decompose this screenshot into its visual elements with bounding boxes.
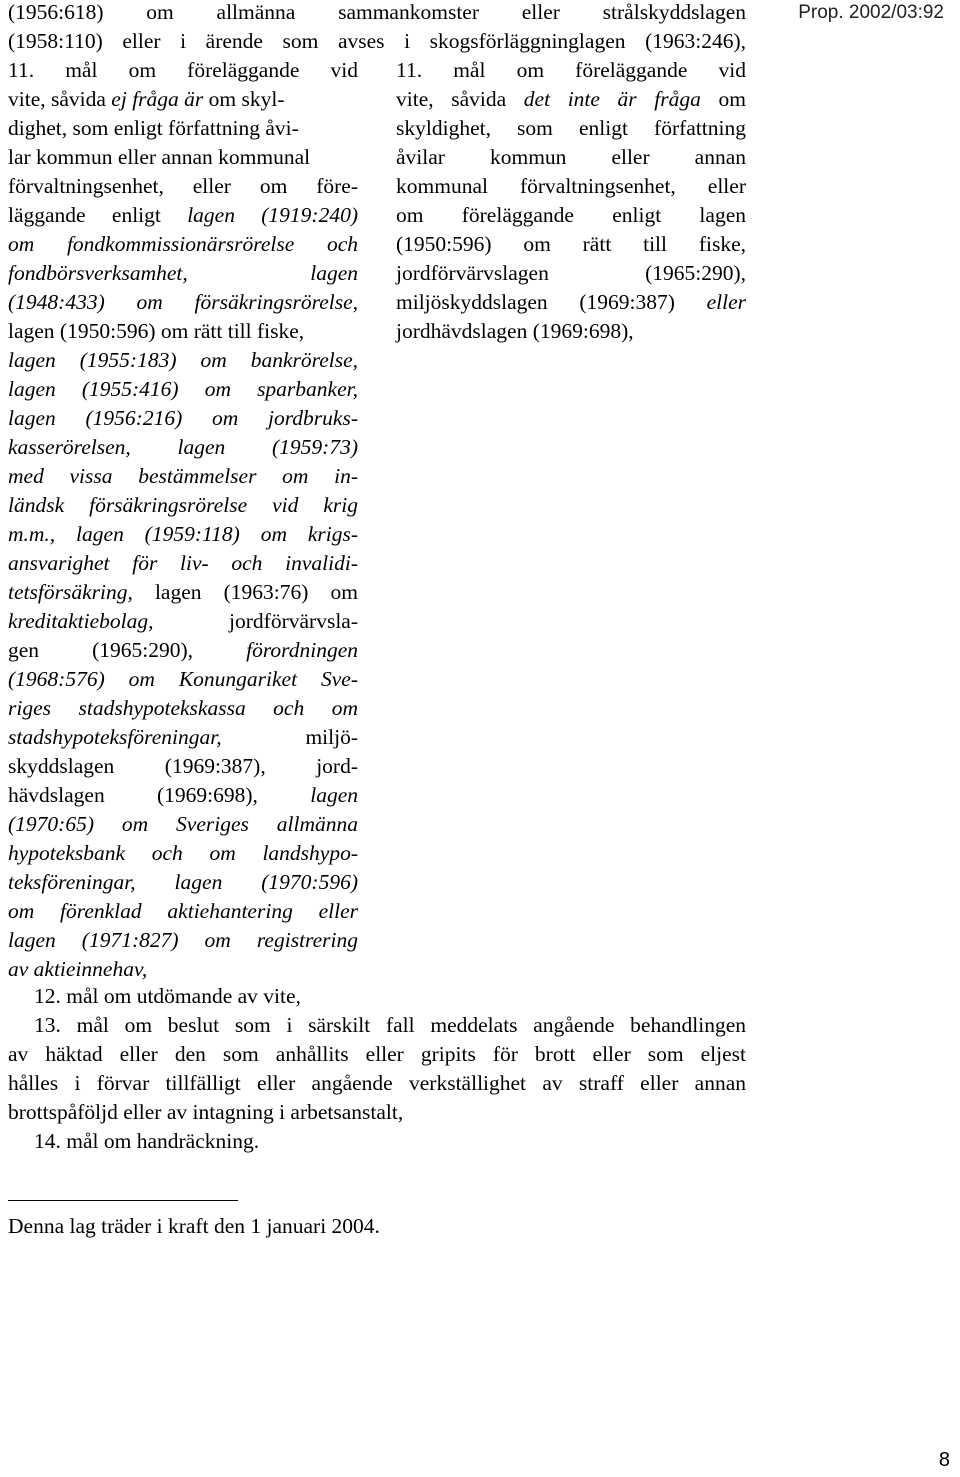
left-column-line bbox=[8, 56, 358, 85]
right-column-line bbox=[396, 317, 746, 346]
left-column-text-segment: lagen (1963:76) om bbox=[132, 580, 358, 604]
right-column-text-segment: om föreläggande enligt lagen bbox=[396, 203, 746, 227]
left-column-text-segment: kreditaktiebolag, bbox=[8, 609, 154, 633]
left-column-line bbox=[8, 375, 358, 404]
right-column-text-segment: eller bbox=[706, 290, 746, 314]
left-column-text-segment: om förenklad aktiehantering eller bbox=[8, 899, 358, 923]
left-column-text-segment: ej fråga är bbox=[111, 87, 204, 111]
item-13-line-2: av häktad eller den som anhållits eller gripits för brott eller som eljest bbox=[8, 1042, 746, 1066]
left-column-line bbox=[8, 578, 358, 607]
right-column-line bbox=[396, 85, 746, 114]
left-column-text-segment: lagen (1950:596) om rätt till fiske, bbox=[8, 319, 305, 343]
left-column-text-segment: lar kommun eller annan kommunal bbox=[8, 145, 311, 169]
left-column-line bbox=[8, 955, 358, 984]
left-column-text-segment: skyddslagen (1969:387), jord- bbox=[8, 754, 358, 778]
right-column-text-segment: åvilar kommun eller annan bbox=[396, 145, 746, 169]
left-column-line bbox=[8, 230, 358, 259]
right-column-text-segment: det inte är fråga bbox=[523, 87, 701, 111]
left-column-line bbox=[8, 288, 358, 317]
left-column-line bbox=[8, 114, 358, 143]
left-column-line bbox=[8, 868, 358, 897]
right-column-text-segment: vite, såvida bbox=[396, 87, 524, 111]
footnote-divider bbox=[8, 1200, 238, 1201]
left-column-text-segment: m.m., lagen (1959:118) om krigs- bbox=[8, 522, 358, 546]
item-13-line-3: hålles i förvar tillfälligt eller angående verkställighet av straff eller annan bbox=[8, 1071, 746, 1095]
right-column-line bbox=[396, 201, 746, 230]
left-column-text-segment: fondbörsverksamhet, lagen bbox=[8, 261, 358, 285]
left-column-text-segment: av aktieinnehav, bbox=[8, 957, 148, 981]
left-column-line bbox=[8, 317, 358, 346]
right-column-line bbox=[396, 288, 746, 317]
right-column-line bbox=[396, 172, 746, 201]
left-column-text-segment: gen (1965:290), bbox=[8, 638, 247, 662]
left-column-text-segment: (1968:576) om Konungariket Sve- bbox=[8, 667, 358, 691]
left-column-text-segment: hypoteksbank och om landshypo- bbox=[8, 841, 358, 865]
left-column-line bbox=[8, 172, 358, 201]
right-column-line bbox=[396, 114, 746, 143]
item-12: 12. mål om utdömande av vite, bbox=[34, 984, 301, 1008]
proposition-reference: Prop. 2002/03:92 bbox=[798, 2, 944, 23]
right-column-new-wording bbox=[396, 56, 746, 346]
left-column-line bbox=[8, 781, 358, 810]
left-column-line bbox=[8, 143, 358, 172]
intro-line-2: (1958:110) eller i ärende som avses i skogsförläggninglagen (1963:246), bbox=[8, 29, 746, 53]
left-column-text-segment: (1970:65) om Sveriges allmänna bbox=[8, 812, 358, 836]
left-column-text-segment: ländsk försäkringsrörelse vid krig bbox=[8, 493, 358, 517]
left-column-text-segment: lagen (1956:216) om jordbruks- bbox=[8, 406, 358, 430]
item-14: 14. mål om handräckning. bbox=[34, 1129, 260, 1153]
left-column-text-segment: 11. mål om föreläggande vid bbox=[8, 58, 358, 82]
left-column-text-segment: lagen (1955:183) om bankrörelse, bbox=[8, 348, 358, 372]
left-column-line bbox=[8, 665, 358, 694]
intro-line-1: (1956:618) om allmänna sammankomster eller strålskyddslagen bbox=[8, 0, 746, 24]
right-column-line bbox=[396, 259, 746, 288]
left-column-text-segment: förvaltningsenhet, eller om före- bbox=[8, 174, 358, 198]
left-column-text-segment: (1948:433) om försäkringsrörelse, bbox=[8, 290, 358, 314]
left-column-line bbox=[8, 85, 358, 114]
left-column-text-segment: förordningen bbox=[246, 638, 358, 662]
right-column-text-segment: jordförvärvslagen (1965:290), bbox=[396, 261, 746, 285]
left-column-text-segment: jordförvärvsla- bbox=[153, 609, 358, 633]
left-column-text-segment: läggande enligt bbox=[8, 203, 188, 227]
left-column-line bbox=[8, 636, 358, 665]
left-column-text-segment: ansvarighet för liv- och invalidi- bbox=[8, 551, 358, 575]
right-column-text-segment: (1950:596) om rätt till fiske, bbox=[396, 232, 746, 256]
left-column-text-segment: teksföreningar, lagen (1970:596) bbox=[8, 870, 358, 894]
left-column-line bbox=[8, 926, 358, 955]
item-13-line-4: brottspåföljd eller av intagning i arbetsanstalt, bbox=[8, 1100, 404, 1124]
right-column-text-segment: miljöskyddslagen (1969:387) bbox=[396, 290, 707, 314]
item-13-line-1: 13. mål om beslut som i särskilt fall meddelats angående behandlingen bbox=[34, 1013, 746, 1037]
footnote-text: Denna lag träder i kraft den 1 januari 2004. bbox=[8, 1214, 380, 1238]
left-column-line bbox=[8, 201, 358, 230]
left-column-text-segment: om fondkommissionärsrörelse och bbox=[8, 232, 358, 256]
right-column-line bbox=[396, 143, 746, 172]
left-column-line bbox=[8, 346, 358, 375]
right-column-text-segment: skyldighet, som enligt författning bbox=[396, 116, 746, 140]
left-column-text-segment: lagen bbox=[310, 783, 358, 807]
left-column-line bbox=[8, 839, 358, 868]
left-column-text-segment: lagen (1971:827) om registrering bbox=[8, 928, 358, 952]
right-column-text-segment: jordhävdslagen (1969:698), bbox=[396, 319, 634, 343]
left-column-line bbox=[8, 462, 358, 491]
left-column-text-segment: stadshypoteksföreningar, bbox=[8, 725, 222, 749]
left-column-text-segment: miljö- bbox=[221, 725, 358, 749]
left-column-line bbox=[8, 723, 358, 752]
left-column-old-wording bbox=[8, 56, 358, 984]
page-number: 8 bbox=[938, 1449, 950, 1471]
left-column-line bbox=[8, 752, 358, 781]
left-column-text-segment: tetsförsäkring, bbox=[8, 580, 133, 604]
left-column-text-segment: lagen (1919:240) bbox=[187, 203, 358, 227]
left-column-line bbox=[8, 259, 358, 288]
left-column-text-segment: riges stadshypotekskassa och om bbox=[8, 696, 358, 720]
left-column-line bbox=[8, 810, 358, 839]
left-column-line bbox=[8, 404, 358, 433]
left-column-text-segment: med vissa bestämmelser om in- bbox=[8, 464, 358, 488]
right-column-text-segment: kommunal förvaltningsenhet, eller bbox=[396, 174, 746, 198]
left-column-line bbox=[8, 694, 358, 723]
left-column-text-segment: om skyl- bbox=[203, 87, 285, 111]
left-column-text-segment: kasserörelsen, lagen (1959:73) bbox=[8, 435, 358, 459]
left-column-line bbox=[8, 520, 358, 549]
left-column-line bbox=[8, 897, 358, 926]
left-column-text-segment: vite, såvida bbox=[8, 87, 112, 111]
right-column-line bbox=[396, 56, 746, 85]
left-column-text-segment: hävdslagen (1969:698), bbox=[8, 783, 311, 807]
left-column-line bbox=[8, 433, 358, 462]
left-column-line bbox=[8, 549, 358, 578]
right-column-text-segment: 11. mål om föreläggande vid bbox=[396, 58, 746, 82]
right-column-line bbox=[396, 230, 746, 259]
left-column-text-segment: dighet, som enligt författning åvi- bbox=[8, 116, 299, 140]
left-column-line bbox=[8, 607, 358, 636]
left-column-text-segment: lagen (1955:416) om sparbanker, bbox=[8, 377, 358, 401]
right-column-text-segment: om bbox=[700, 87, 746, 111]
left-column-line bbox=[8, 491, 358, 520]
